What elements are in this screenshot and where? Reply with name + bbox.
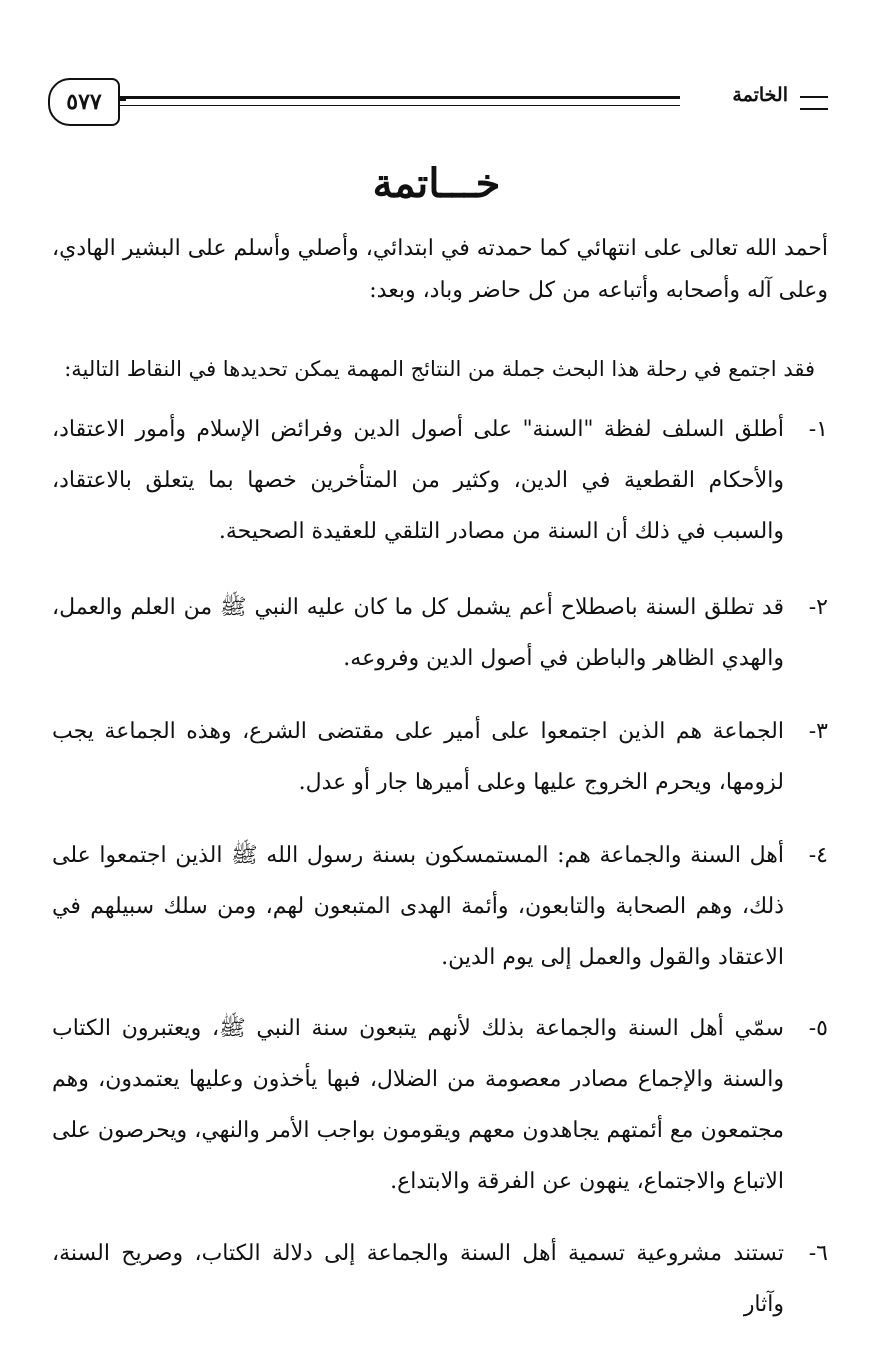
point-number: ٢- xyxy=(808,595,828,620)
point-text: أهل السنة والجماعة هم: المستمسكون بسنة رسول الله ﷺ الذين اجتمعوا على ذلك، وهم الصحابة والتابعون، وأئمة الهدى المتبعون لهم، ومن سلك سبيلهم في الاعتقاد والقول والعمل إلى يوم الدين. xyxy=(52,843,784,970)
chapter-name: الخاتمة xyxy=(732,84,788,106)
point-item xyxy=(52,1003,828,1207)
point-number: ٥- xyxy=(808,1016,828,1041)
point-text: قد تطلق السنة باصطلاح أعم يشمل كل ما كان عليه النبي ﷺ من العلم والعمل، والهدي الظاهر والباطن في أصول الدين وفروعه. xyxy=(52,595,784,671)
intro-paragraph: أحمد الله تعالى على انتهائي كما حمدته في ابتدائي، وأصلي وأسلم على البشير الهادي، وعلى آله وأصحابه وأتباعه من كل حاضر وباد، وبعد: xyxy=(52,236,829,303)
point-text: سمّي أهل السنة والجماعة بذلك لأنهم يتبعون سنة النبي ﷺ، ويعتبرون الكتاب والسنة والإجماع مصادر معصومة من الضلال، فبها يأخذون وعليها يعتمدون، وهم مجتمعون مع أئمتهم يجاهدون معهم ويقومون بواجب الأمر والنهي، ويحرصون على الاتباع والاجتماع، ينهون عن الفرقة والابتداع. xyxy=(52,1016,784,1194)
point-item xyxy=(52,1228,828,1330)
point-item xyxy=(52,582,828,684)
running-header xyxy=(48,78,828,134)
lead-paragraph: فقد اجتمع في رحلة هذا البحث جملة من النتائج المهمة يمكن تحديدها في النقاط التالية: xyxy=(64,357,815,381)
point-text: الجماعة هم الذين اجتمعوا على أمير على مقتضى الشرع، وهذه الجماعة يجب لزومها، ويحرم الخروج عليها وعلى أميرها جار أو عدل. xyxy=(52,719,784,795)
point-number: ٤- xyxy=(808,843,828,868)
point-text: تستند مشروعية تسمية أهل السنة والجماعة إلى دلالة الكتاب، وصريح السنة، وآثار xyxy=(52,1241,784,1317)
point-number: ٦- xyxy=(808,1241,828,1266)
point-item xyxy=(52,830,828,983)
point-number: ٣- xyxy=(808,719,828,744)
header-rule xyxy=(120,96,680,106)
point-text: أطلق السلف لفظة "السنة" على أصول الدين وفرائض الإسلام وأمور الاعتقاد، والأحكام القطعية في الدين، وكثير من المتأخرين خصها بما يتعلق بالاعتقاد، والسبب في ذلك أن السنة من مصادر التلقي للعقيدة الصحيحة. xyxy=(52,417,784,544)
point-item xyxy=(52,404,828,557)
page-title: خـــاتمة xyxy=(372,160,501,207)
page-number: ٥٧٧ xyxy=(48,78,120,126)
point-number: ١- xyxy=(808,417,828,442)
header-ornament xyxy=(800,96,828,110)
point-item xyxy=(52,706,828,808)
